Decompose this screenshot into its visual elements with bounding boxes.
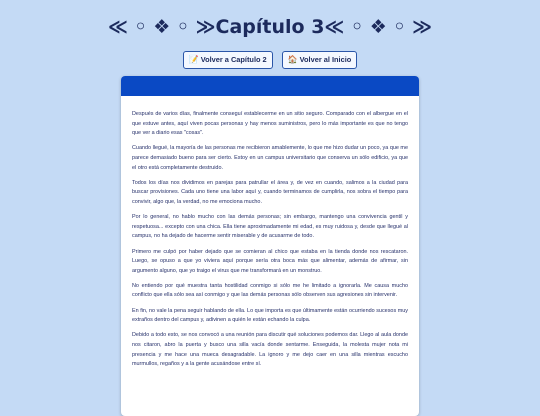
paragraph: Todos los días nos dividimos en parejas para patrullar el área y, de vez en cuando, salimos a la ciudad para buscar provisiones. Cada uno tiene una labor aquí y, cuando terminamos de cumplirla, nos sobra el tiempo para convivir, algo que, la verdad, no me emociona mucho. [132,179,408,205]
paragraph: Cuando llegué, la mayoría de las personas me recibieron amablemente, lo que me hizo dudar un poco, ya que me parece demasiado bueno para ser cierto. Estoy en un campus universitario que conserva un sólo edificio, ya que el otro está completamente destruido. [132,145,408,171]
paragraph: Por lo general, no hablo mucho con las demás personas; sin embargo, mantengo una convivencia gentil y respetuosa... excepto con una chica. Ella tiene aproximadamente mi edad, es muy ruidosa y, desde que llegué al campus, no ha dejado de hacerme sentir miserable y de acusarme de todo. [132,214,408,240]
chapter-navigation [0,51,540,69]
back-to-home-button[interactable] [282,51,358,69]
paragraph: No entiendo por qué muestra tanta hostilidad conmigo si sólo me he limitado a ignorarla. Me causa mucho conflicto que ella sólo sea así conmigo y que las demás personas sólo observen sus agresiones sin intervenir. [132,282,408,299]
house-icon: 🏠 [287,55,298,64]
back-to-chapter-2-button[interactable] [183,51,273,69]
memo-icon: 📝 [188,55,199,64]
back-button-label: Volver a Capítulo 2 [200,55,267,64]
chapter-text [121,96,419,370]
paragraph: En fin, no vale la pena seguir hablando de ella. Lo que importa es que últimamente están ocurriendo sucesos muy extraños dentro del campus y, adivinen a quién le están echando la culpa. [132,307,408,324]
paragraph: Primero me culpó por haber dejado que se comieran al chico que estaba en la tienda donde nos rescataron. Luego, se opuso a que yo viviera aquí porque sería otra boca más que alimentar, además de afirmar, sin argumento alguno, que yo traigo el virus que me transformará en un monstruo. [132,248,408,274]
paragraph: Después de varios días, finalmente conseguí establecerme en un sitio seguro. Comparado con el albergue en el que estuve antes, aquí viven pocas personas y hay menos suministros, pero lo más importante es que no tengo que ver a diario esas "cosas". [132,111,408,137]
chapter-card [121,76,419,416]
home-button-label: Volver al Inicio [299,55,352,64]
card-header-bar [121,76,419,96]
page-title: ≪ ◦ ❖ ◦ ≫Capítulo 3≪ ◦ ❖ ◦ ≫ [107,16,432,38]
paragraph: Debido a todo esto, se nos convocó a una reunión para discutir qué soluciones podemos dar. Llego al aula donde nos citaron, abro la puerta y busco una silla vacía donde sentarme. Enseguida, la molesta mujer nota mi presencia y me hace una mueca desagradable. La ignoro y me dejo caer en una silla mientras escucho murmullos, regaños y a la gente acusándose entre sí. [132,332,408,368]
